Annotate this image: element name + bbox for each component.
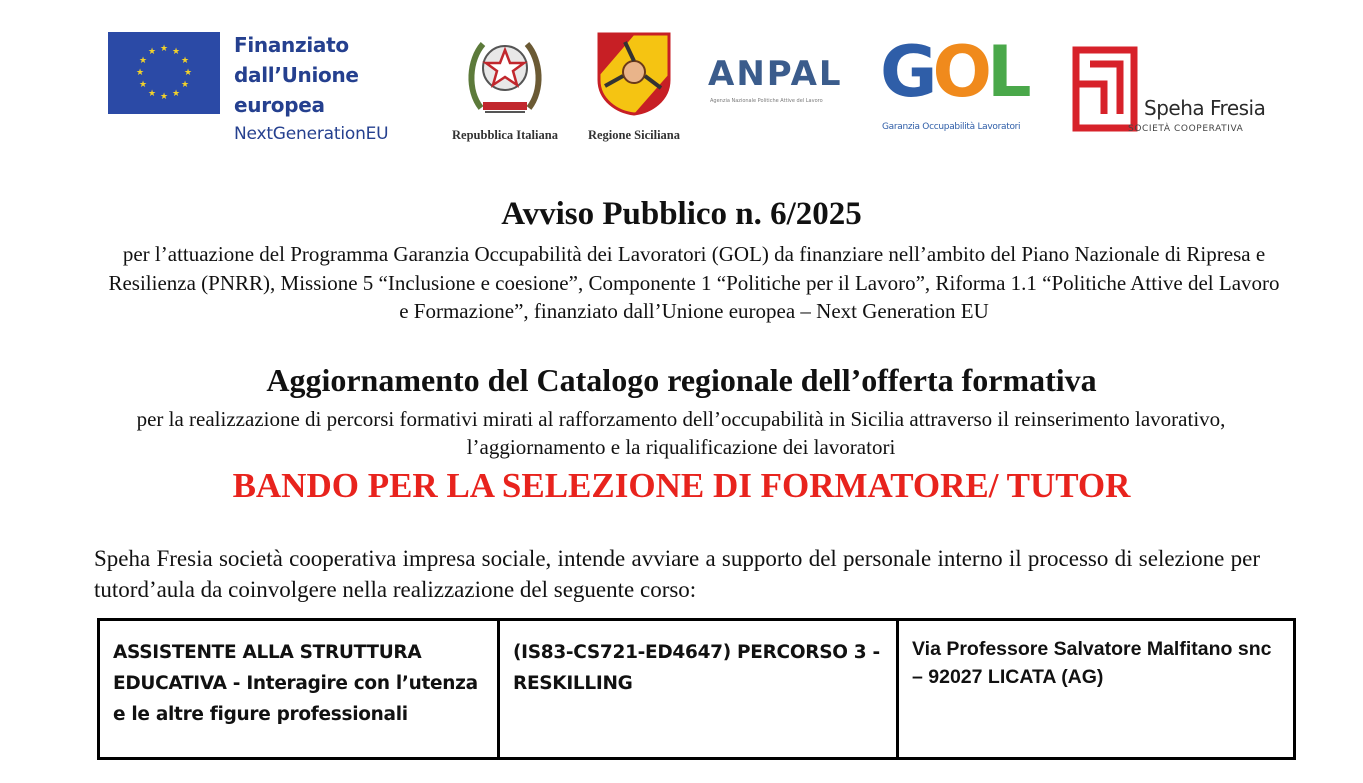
gol-logo [880,31,1028,146]
anpal-subtitle: Agenzia Nazionale Politiche Attive del Lavoro [710,98,823,104]
italy-caption: Repubblica Italiana [452,128,558,142]
speha-fresia-logo [1070,44,1266,140]
svg-text:★: ★ [159,92,169,102]
catalog-description: per la realizzazione di percorsi formativi mirati al rafforzamento dell’occupabilità in Sicilia attraverso il reinserimento lavorativo, l’aggiornamento e la riqualificazione dei lavoratori [136,407,1226,459]
bando-heading: BANDO PER LA SELEZIONE DI FORMATORE/ TUTOR [232,466,1131,505]
gol-subtitle: Garanzia Occupabilità Lavoratori [882,122,1021,132]
eu-logo-line3: NextGenerationEU [234,124,389,144]
course-location-cell: Via Professore Salvatore Malfitano snc – 92027 LICATA (AG) [912,638,1272,688]
svg-text:★: ★ [138,56,148,66]
speha-fresia-name: Speha Fresia [1144,96,1266,120]
anpal-logo [706,54,854,114]
svg-text:★: ★ [159,44,169,54]
italian-republic-emblem [442,30,568,142]
italian-emblem-icon [465,30,545,122]
eu-funding-logo [102,30,442,144]
svg-text:★: ★ [180,56,190,66]
speha-fresia-mark-icon [1070,44,1140,136]
gol-letter-o: O [932,31,987,113]
svg-text:★: ★ [183,68,193,78]
sicilian-region-emblem [578,30,690,142]
intro-paragraph: Speha Fresia società cooperativa impresa sociale, intende avviare a supporto del personale interno il processo di selezione per tutord’aula da coinvolgere nella realizzazione del seguente corso: [94,546,1260,602]
speha-fresia-subtitle: SOCIETÀ COOPERATIVA [1128,124,1244,134]
svg-text:★: ★ [171,89,181,99]
eu-logo-line2: dall’Unione europea [234,63,359,117]
catalog-subtitle: Aggiornamento del Catalogo regionale dell’offerta formativa [266,362,1097,398]
anpal-wordmark: ANPAL [708,54,843,94]
logo-banner [102,18,1266,154]
notice-description: per l’attuazione del Programma Garanzia Occupabilità dei Lavoratori (GOL) da finanziare nell’ambito del Piano Nazionale di Ripresa e Resilienza (PNRR), Missione 5 “Inclusione e coesione”, Componente 1 “Politiche per il Lavoro”, Riforma 1.1 “Politiche Attive del Lavoro e Formazione”, finanziato dall’Unione europea – Next Generation EU [108,242,1280,323]
notice-title: Avviso Pubblico n. 6/2025 [501,196,862,232]
gol-letter-l: L [986,31,1027,113]
svg-text:★: ★ [147,89,157,99]
svg-text:★: ★ [180,80,190,90]
svg-text:★: ★ [135,68,145,78]
svg-text:★: ★ [171,47,181,57]
svg-text:★: ★ [138,80,148,90]
course-code-cell: (IS83-CS721-ED4647) PERCORSO 3 - RESKILLING [500,621,899,757]
sicily-caption: Regione Siciliana [587,128,681,142]
course-table [97,618,1296,760]
eu-flag-icon [108,32,220,114]
eu-logo-line1: Finanziato [234,33,349,57]
trinacria-icon [595,30,673,116]
gol-letter-g: G [880,31,933,113]
svg-text:★: ★ [147,47,157,57]
course-name-cell: ASSISTENTE ALLA STRUTTURA EDUCATIVA - Interagire con l’utenza e le altre figure professionali [100,621,500,757]
